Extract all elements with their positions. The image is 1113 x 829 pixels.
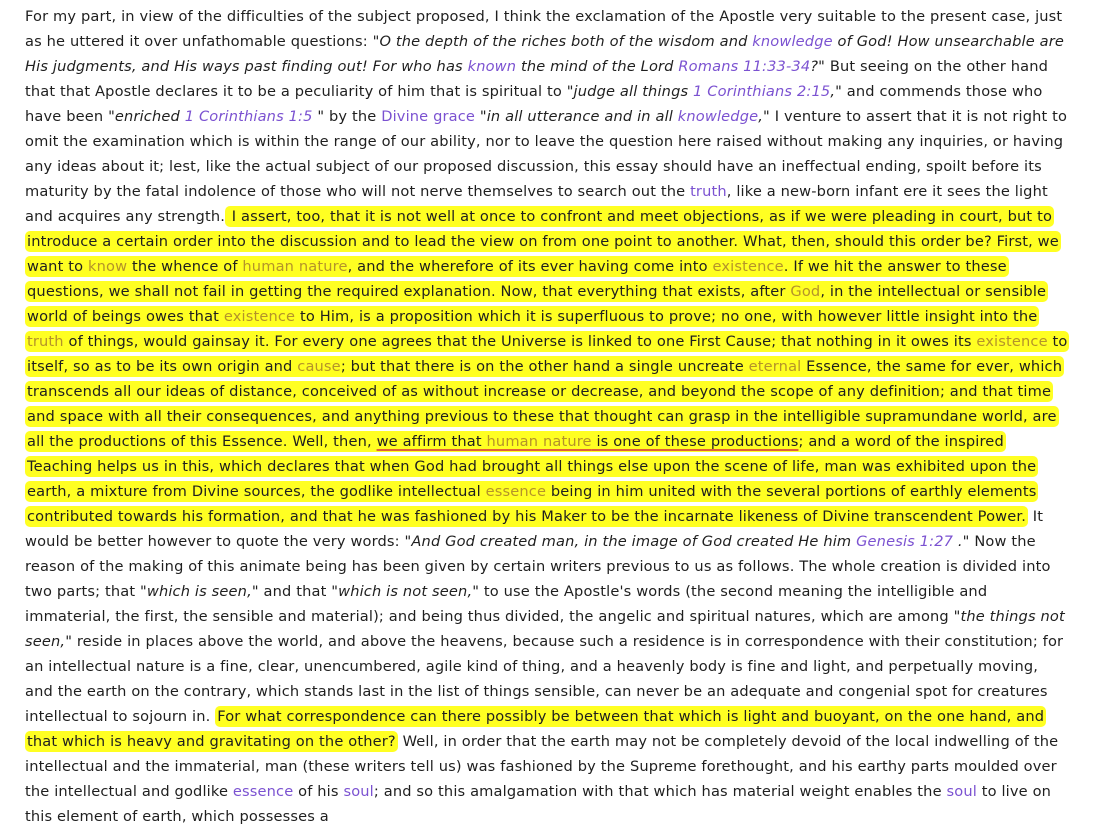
text-run: the whence of [127, 258, 243, 275]
text-run: , like a new-born infant ere it sees the light and acquires any strength. [25, 183, 1048, 225]
text-run: we affirm that [376, 433, 487, 450]
inline-link[interactable]: soul [946, 783, 977, 800]
text-run: by the [324, 108, 382, 125]
quoted-text: "enriched [108, 108, 185, 125]
inline-link[interactable]: eternal [748, 358, 802, 375]
highlight-span [25, 206, 1069, 527]
text-run: of his [293, 783, 344, 800]
inline-link[interactable]: existence [976, 333, 1048, 350]
document-page [25, 4, 1070, 829]
text-run: reside in places above the world, and above the heavens, because such a residence is in correspondence with their constitution; for an intellectual nature is a fine, clear, unencumbered, agile kind of thing, and a heavenly body is fine and light, and perpetually moving, and the earth on the contrary, which stands last in the list of things sensible, can never be an adequate and congenial spot for creatures intellectual to sojourn in. [25, 633, 1064, 725]
text-run: But seeing on the other hand that that Apostle declares it to be a peculiarity of him that is spiritual to [25, 58, 1049, 100]
underlined-phrase [377, 433, 799, 450]
text-run: to use the Apostle's words (the second meaning the intelligible and immaterial, the first, the sensible and material); and being thus divided, the angelic and spiritual natures, which are among [25, 583, 988, 625]
inline-link[interactable]: God [790, 283, 821, 300]
inline-link[interactable]: 1 Corinthians 1:5 [184, 108, 313, 125]
inline-link[interactable]: cause [297, 358, 341, 375]
text-run: I assert, too, that it is not well at once to confront and meet objections, as if we were pleading in court, but to introduce a certain order into the discussion and to lead the view on from one point to another. What, then, should this order be? First, we want to [27, 208, 1059, 275]
text-run: For my part, in view of the difficulties of the subject proposed, I think the exclamation of the Apostle very suitable to the present case, just as he uttered it over unfathomable questions: [25, 8, 1063, 50]
text-run: to itself, so as to be its own origin and [27, 333, 1068, 375]
text-run: ; and a word of the inspired Teaching helps us in this, which declares that when God had brought all things else upon the scene of life, man was exhibited upon the earth, a mixture from Divine sources, the godlike intellectual [27, 433, 1037, 500]
quoted-text: ." [953, 533, 970, 550]
quoted-text: "And God created man, in the image of God created He him [404, 533, 857, 550]
quoted-text: ?" [810, 58, 826, 75]
text-run: I venture to assert that it is not right to omit the examination which is within the range of our ability, nor to leave the question here raised without making any inquiries, or having any ideas about it; lest, like the actual subject of our proposed discussion, this essay should have an ineffectual ending, spoilt before its maturity by the fatal indolence of those who will not nerve themselves to search out the [25, 108, 1068, 200]
text-run: For what correspondence can there possibly be between that which is light and buoyant, on the one hand, and that which is heavy and gravitating on the other? [27, 708, 1045, 750]
text-run: to Him, is a proposition which it is superfluous to prove; no one, with however little insight into the [295, 308, 1038, 325]
text-run: ; and so this amalgamation with that which has material weight enables the [373, 783, 947, 800]
text-run: , and the wherefore of its ever having come into [347, 258, 713, 275]
quoted-text: "judge all things [566, 83, 694, 100]
quoted-text: "which is seen," [140, 583, 259, 600]
inline-link[interactable]: known [467, 58, 517, 75]
quoted-text: the mind of the Lord [516, 58, 679, 75]
text-run: to live on this element of earth, which possesses a [25, 783, 1052, 825]
inline-link[interactable]: essence [232, 783, 294, 800]
text-run: Now the reason of the making of this animate being has been given by certain writers previous to us as follows. The whole creation is divided into two parts; that [25, 533, 1051, 600]
quoted-text: " [312, 108, 325, 125]
text-run: It would be better however to quote the very words: [25, 508, 1044, 550]
text-run: , in the intellectual or sensible world of beings owes that [27, 283, 1047, 325]
inline-link[interactable]: 1 Corinthians 2:15 [693, 83, 831, 100]
inline-link[interactable]: existence [223, 308, 296, 325]
inline-link[interactable]: Romans 11:33-34 [678, 58, 811, 75]
quoted-text: "O the depth of the riches both of the wisdom and [372, 33, 753, 50]
text-run: Essence, the same for ever, which transcends all our ideas of distance, conceived of as without increase or decrease, and beyond the scope of any definition; and that time and space with all their consequences, and anything previous to these that thought can grasp in the intelligible supramundane world, are all the productions of this Essence. Well, then, [27, 358, 1063, 450]
inline-link[interactable]: truth [690, 183, 727, 200]
inline-link[interactable]: knowledge [677, 108, 759, 125]
quoted-text: "which is not seen," [331, 583, 480, 600]
inline-link[interactable]: human nature [486, 433, 592, 450]
quoted-text: ," [758, 108, 770, 125]
inline-link[interactable]: Genesis 1:27 [856, 533, 954, 550]
text-run: being in him united with the several portions of earthly elements contributed towards his formation, and that he was fashioned by his Maker to be the incarnate likeness of Divine transcendent Power. [27, 483, 1037, 525]
inline-link[interactable]: human nature [242, 258, 348, 275]
quoted-text: of God! How unsearchable are His judgments, and His ways past finding out! For who has [25, 33, 1065, 75]
inline-link[interactable]: existence [712, 258, 784, 275]
text-run: ; but that there is on the other hand a single uncreate [340, 358, 749, 375]
text-run: Well, in order that the earth may not be completely devoid of the local indwelling of the intellectual and the immaterial, man (these writers tell us) was fashioned by the Supreme forethought, and his earthy parts moulded over the intellectual and godlike [25, 733, 1059, 800]
quoted-text: ," [830, 83, 842, 100]
quoted-text: "in all utterance and in all [479, 108, 678, 125]
text-run: and that [258, 583, 332, 600]
text-run: and commends those who have been [25, 83, 1043, 125]
inline-link[interactable]: knowledge [752, 33, 833, 50]
text-run: is one of these productions [591, 433, 799, 450]
text-run: of things, would gainsay it. For every one agrees that the Universe is linked to one First Cause; that nothing in it owes its [63, 333, 977, 350]
text-run: . If we hit the answer to these questions, we shall not fail in getting the required explanation. Now, that everything that exists, after [27, 258, 1007, 300]
inline-link[interactable]: truth [27, 333, 64, 350]
inline-link[interactable]: essence [485, 483, 547, 500]
inline-link[interactable]: know [87, 258, 128, 275]
quoted-text: "the things not seen," [25, 608, 1065, 650]
body-paragraph [25, 4, 1070, 829]
inline-link[interactable]: Divine grace [381, 108, 476, 125]
inline-link[interactable]: soul [343, 783, 374, 800]
